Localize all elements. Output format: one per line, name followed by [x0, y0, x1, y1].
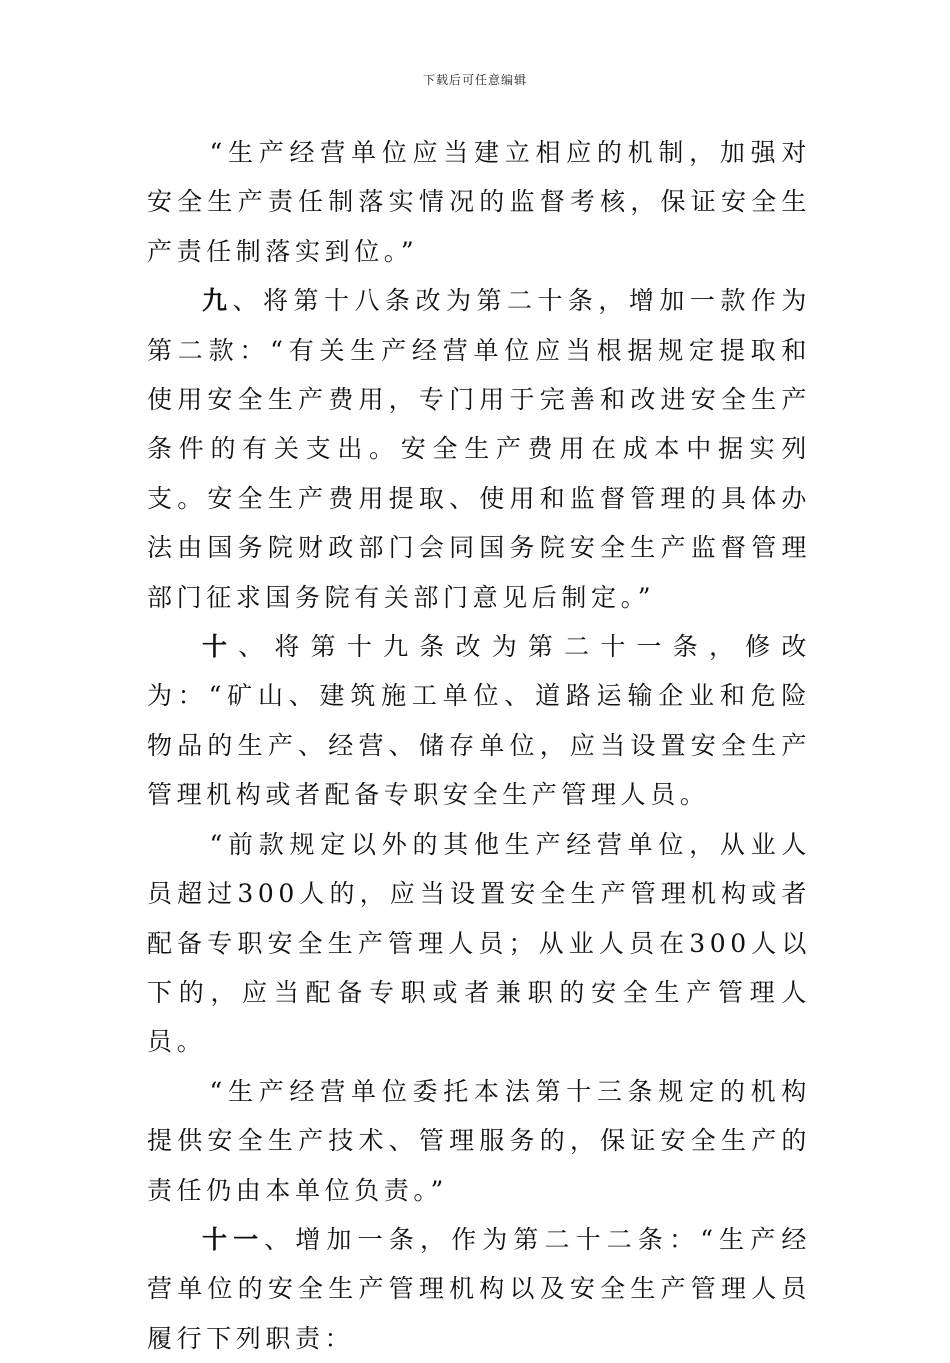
paragraph-2 [147, 276, 811, 622]
paragraph-4-text: “前款规定以外的其他生产经营单位，从业人员超过300人的，应当设置安全生产管理机构或者配备专职安全生产管理人员；从业人员在300人以下的，应当配备专职或者兼职的安全生产管理人员。 [147, 829, 811, 1057]
paragraph-2-text: 、将第十八条改为第二十条，增加一款作为第二款：“有关生产经营单位应当根据规定提取和使用安全生产费用，专门用于完善和改进安全生产条件的有关支出。安全生产费用在成本中据实列支。安全生产费用提取、使用和监督管理的具体办法由国务院财政部门会同国务院安全生产监督管理部门征求国务院有关部门意见后制定。” [147, 286, 811, 612]
paragraph-3-text: 、将第十九条改为第二十一条，修改为：“矿山、建筑施工单位、道路运输企业和危险物品的生产、经营、储存单位，应当设置安全生产管理机构或者配备专职安全生产管理人员。 [147, 632, 811, 810]
paragraph-4 [147, 820, 811, 1067]
paragraph-5 [147, 1067, 811, 1215]
paragraph-6-text: 、增加一条，作为第二十二条：“生产经营单位的安全生产管理机构以及安全生产管理人员履行下列职责： [147, 1224, 811, 1353]
paragraph-6 [147, 1215, 811, 1363]
paragraph-5-text: “生产经营单位委托本法第十三条规定的机构提供安全生产技术、管理服务的，保证安全生产的责任仍由本单位负责。” [147, 1076, 811, 1205]
paragraph-3 [147, 622, 811, 820]
clause-number-10: 十 [202, 632, 239, 662]
page-header: 下载后可任意编辑 [422, 73, 527, 87]
clause-number-9: 九 [202, 286, 233, 316]
paragraph-1 [147, 128, 811, 276]
document-body [147, 128, 811, 1363]
paragraph-1-text: “生产经营单位应当建立相应的机制，加强对安全生产责任制落实情况的监督考核，保证安全生产责任制落实到位。” [147, 138, 811, 266]
clause-number-11: 十一 [202, 1224, 265, 1254]
